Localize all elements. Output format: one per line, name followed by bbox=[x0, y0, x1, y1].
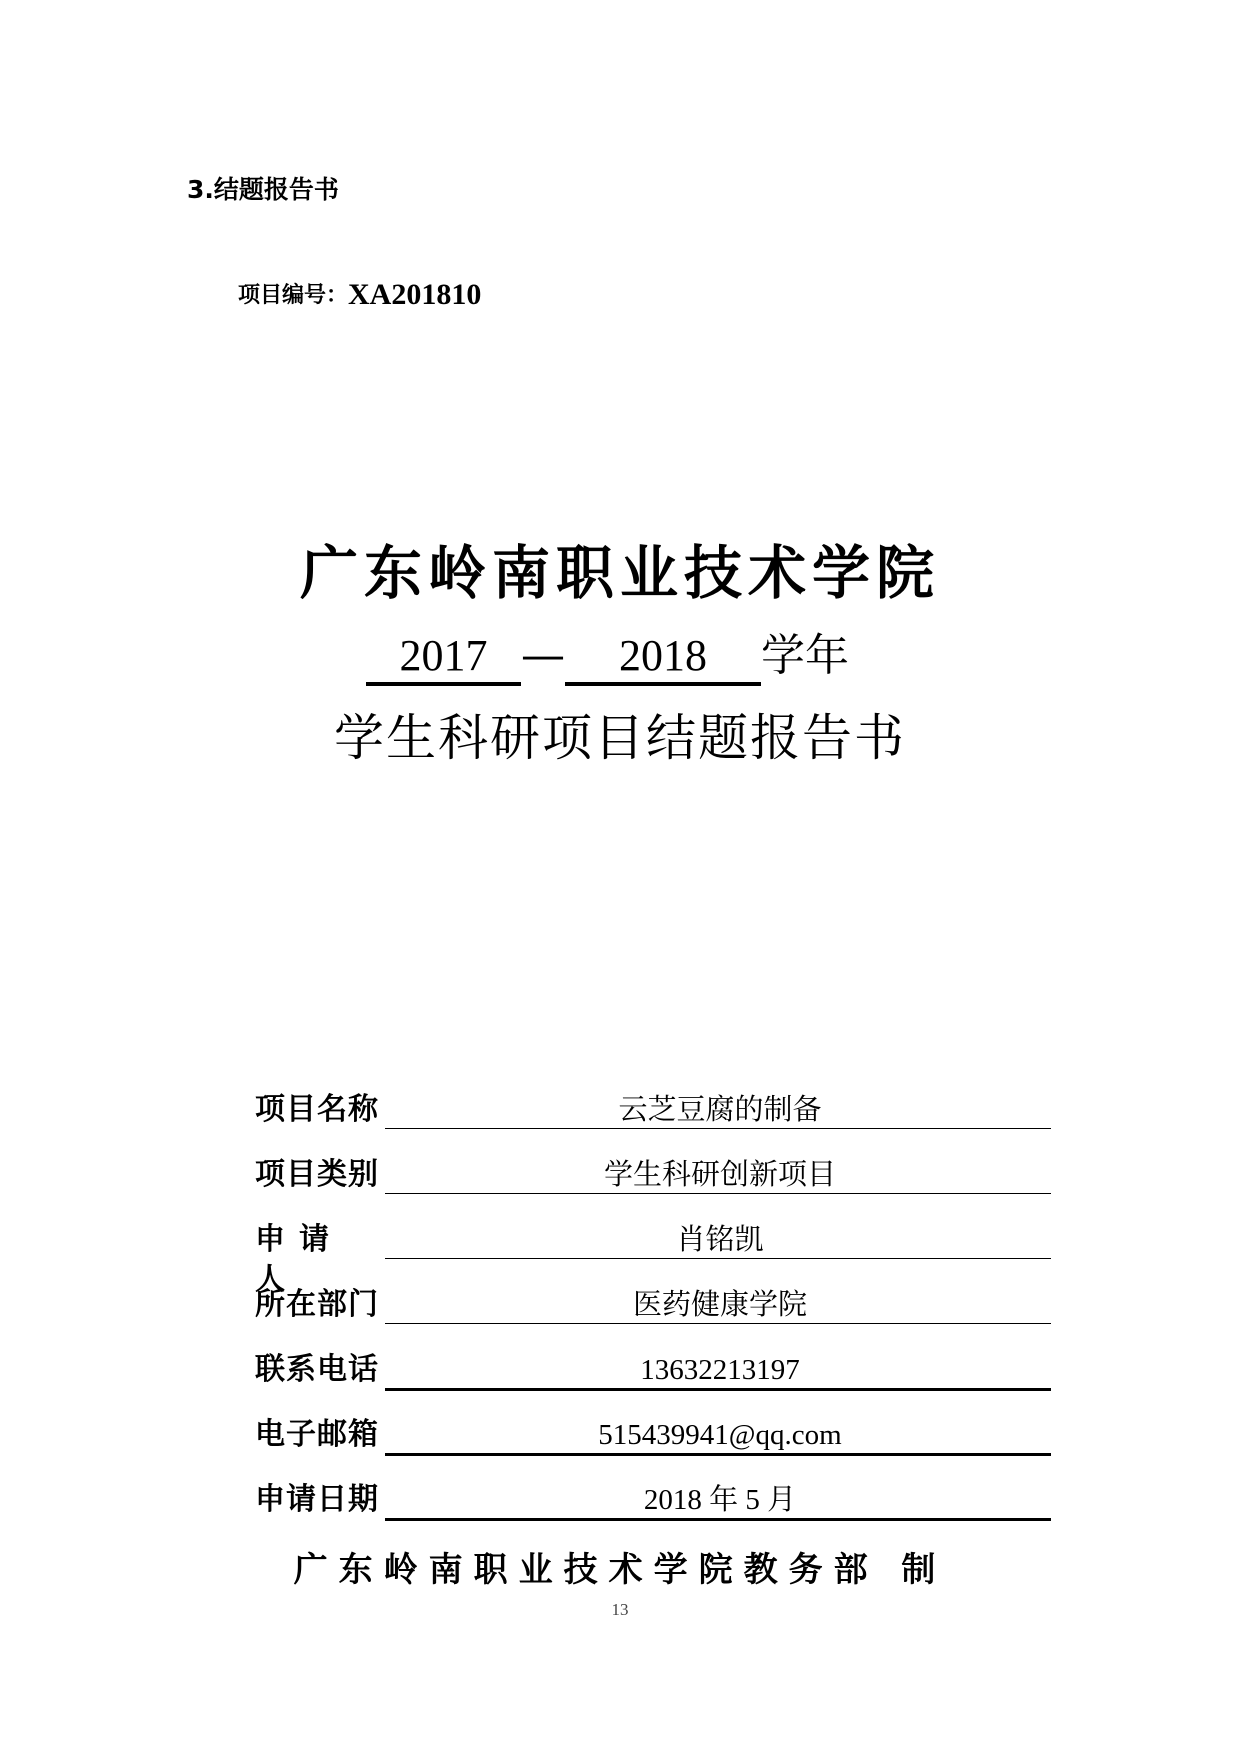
field-department bbox=[255, 1285, 1055, 1350]
document-title: 学生科研项目结题报告书 bbox=[334, 709, 906, 767]
field-application-date bbox=[255, 1480, 1055, 1545]
field-label: 申请人 bbox=[255, 1222, 343, 1297]
field-value: 2018 年 5 月 bbox=[643, 1484, 797, 1516]
field-label: 所在部门 bbox=[255, 1287, 379, 1322]
project-number bbox=[238, 278, 481, 313]
project-info-fields bbox=[255, 1090, 1055, 1545]
page-number: 13 bbox=[611, 1600, 629, 1619]
academic-year-dash: — bbox=[521, 630, 565, 681]
field-label: 申请日期 bbox=[255, 1482, 379, 1517]
field-value: 云芝豆腐的制备 bbox=[618, 1094, 822, 1126]
academic-year-suffix: 学年 bbox=[761, 630, 849, 681]
field-project-category bbox=[255, 1155, 1055, 1220]
field-label: 项目名称 bbox=[255, 1092, 379, 1127]
school-title: 广东岭南职业技术学院 bbox=[299, 539, 940, 607]
academic-year-line bbox=[366, 626, 849, 686]
field-applicant bbox=[255, 1220, 1055, 1297]
project-number-value: XA201810 bbox=[348, 278, 482, 311]
field-value: 肖铭凯 bbox=[676, 1224, 764, 1256]
field-phone bbox=[255, 1350, 1055, 1415]
field-email bbox=[255, 1415, 1055, 1480]
academic-year-end: 2018 bbox=[565, 630, 761, 686]
project-number-label: 项目编号： bbox=[238, 283, 349, 308]
footer-organization: 广东岭南职业技术学院教务部 制 bbox=[293, 1550, 947, 1590]
academic-year-start: 2017 bbox=[366, 630, 521, 686]
field-label: 项目类别 bbox=[255, 1157, 379, 1192]
field-label: 电子邮箱 bbox=[255, 1417, 379, 1452]
section-heading: 3.结题报告书 bbox=[187, 175, 339, 204]
field-label: 联系电话 bbox=[255, 1352, 379, 1387]
field-value: 学生科研创新项目 bbox=[603, 1159, 836, 1191]
field-project-name bbox=[255, 1090, 1055, 1155]
field-value: 医药健康学院 bbox=[632, 1289, 807, 1321]
field-value: 13632213197 bbox=[640, 1354, 800, 1386]
field-value: 515439941@qq.com bbox=[598, 1419, 842, 1451]
